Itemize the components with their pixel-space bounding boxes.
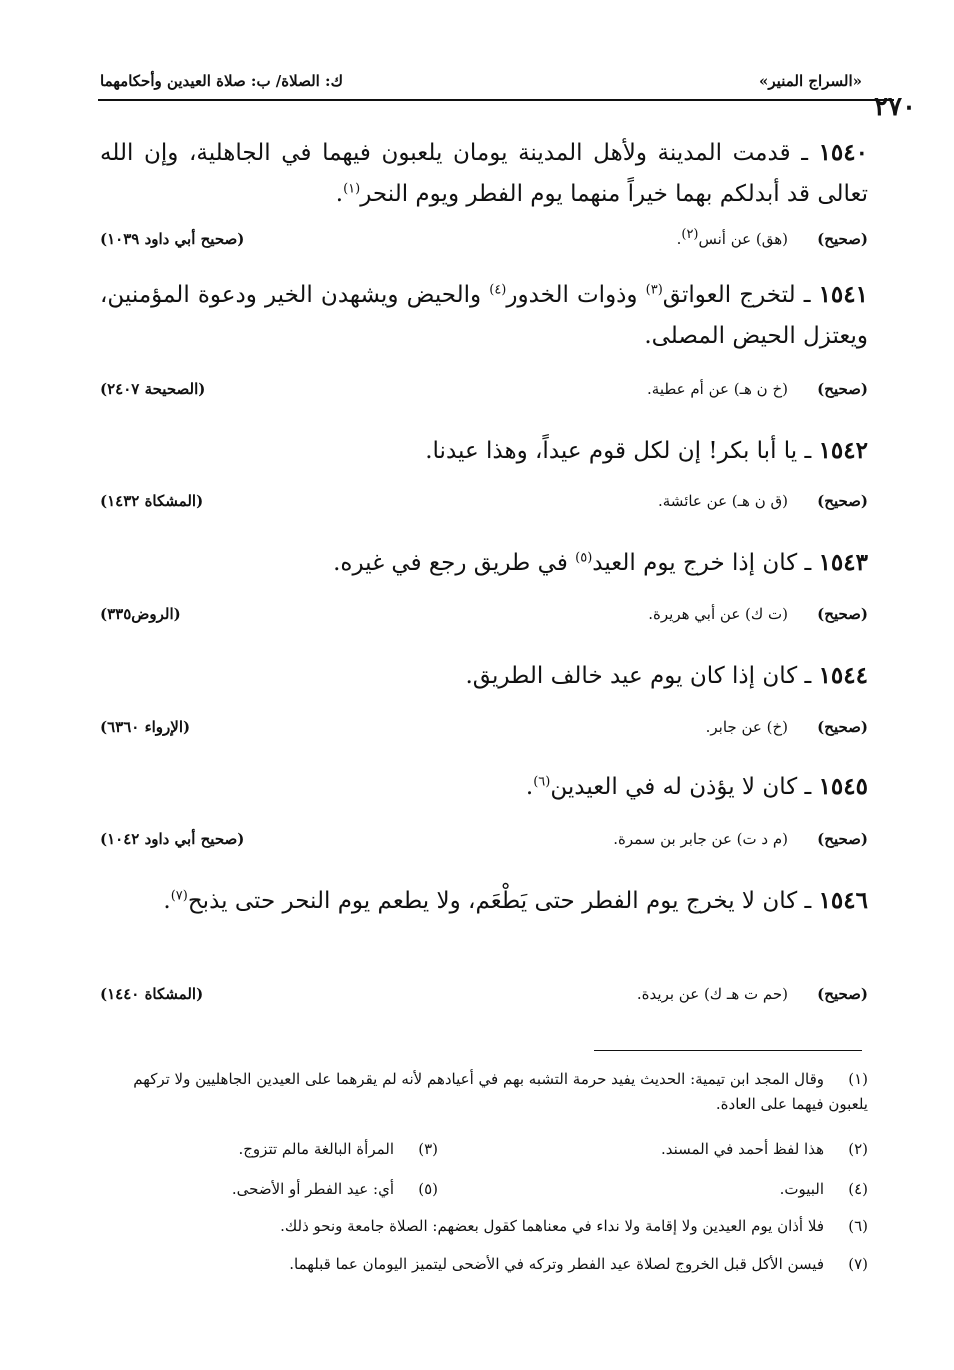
grade-label: (صحيح) — [817, 230, 868, 248]
hadith-1546 — [100, 880, 868, 922]
grade-label: (صحيح) — [817, 492, 868, 510]
footnote-5 — [232, 1180, 438, 1198]
grade-label: (صحيح) — [817, 605, 868, 623]
hadith-body: والحيض ويشهدن الخير ودعوة المؤمنين، ويعتزل الحيض المصلى. — [100, 282, 868, 349]
hadith-text — [100, 430, 868, 472]
hadith-number: ١٥٤٤ — [818, 662, 868, 689]
hadith-source-1542 — [100, 492, 868, 516]
hadith-source-1540 — [100, 227, 868, 254]
page-number: ٢٧٠ — [874, 92, 916, 122]
hadith-dash: ـ — [804, 888, 812, 914]
footnote-number: (٦) — [848, 1217, 868, 1235]
hadith-number: ١٥٤٢ — [818, 437, 868, 464]
footnote-number: (٢) — [848, 1140, 868, 1158]
narrator: (خ ن هـ) عن أم عطية. — [647, 380, 788, 398]
hadith-text — [100, 132, 868, 215]
footnote-text: المرأة البالغة مالم تتزوج. — [238, 1140, 394, 1158]
hadith-text — [100, 880, 868, 922]
hadith-source-1543 — [100, 605, 868, 629]
footnote-6 — [98, 1214, 868, 1239]
grade-label: (صحيح) — [817, 830, 868, 848]
footnote-rule — [594, 1050, 862, 1051]
narrator: (خ) عن جابر. — [705, 718, 788, 736]
hadith-text — [100, 542, 868, 584]
hadith-source-1545 — [100, 830, 868, 854]
hadith-body: يا أبا بكر! إن لكل قوم عيداً، وهذا عيدنا. — [425, 438, 798, 464]
footnote-number: (٤) — [848, 1180, 868, 1198]
hadith-number: ١٥٤٣ — [818, 549, 868, 576]
hadith-number: ١٥٤١ — [818, 281, 868, 308]
footnote-marker: (١) — [343, 181, 361, 197]
hadith-body: كان لا يخرج يوم الفطر حتى يَطْعَم، ولا يطعم يوم النحر حتى يذبح — [187, 888, 798, 914]
hadith-text — [100, 655, 868, 697]
chapter-heading: ك: الصلاة/ ب: صلاة العيدين وأحكامهما — [100, 72, 343, 90]
hadith-body: كان إذا كان يوم عيد خالف الطريق. — [465, 663, 798, 689]
footnote-text: أي: عيد الفطر أو الأضحى. — [231, 1180, 394, 1198]
hadith-body: وذوات الخدور — [506, 282, 646, 308]
footnote-text: البيوت. — [779, 1180, 824, 1198]
footnote-text: وقال المجد ابن تيمية: الحديث يفيد حرمة التشبه بهم في أعيادهم لأنه لم يقرهما على العيدين الجاهليين ولا تركهم يلعبون فيهما على العادة. — [133, 1070, 868, 1113]
hadith-body: قدمت المدينة ولأهل المدينة يومان يلعبون فيهما في الجاهلية، وإن الله تعالى قد أبدلكم بهما خيراً منهما يوم الفطر ويوم النحر — [100, 140, 868, 207]
reference: (الصحيحة ٢٤٠٧) — [100, 380, 206, 398]
footnote-text: هذا لفظ أحمد في المسند. — [660, 1140, 824, 1158]
narrator — [676, 227, 788, 248]
hadith-source-1541 — [100, 380, 868, 404]
footnote-row-2-3 — [98, 1140, 868, 1166]
footnote-text: فيسن الأكل قبل الخروج لصلاة عيد الفطر وتركه في الأضحى ليتميز اليومان عما قبلهما. — [289, 1255, 824, 1273]
reference: (صحيح أبي داود ١٠٤٢) — [100, 830, 245, 848]
hadith-number: ١٥٤٦ — [818, 887, 868, 914]
footnote-1 — [98, 1067, 868, 1117]
footnote-4 — [780, 1180, 868, 1198]
header-rule — [98, 99, 894, 101]
hadith-text — [100, 274, 868, 357]
hadith-dash: ـ — [801, 140, 808, 166]
hadith-dash: ـ — [804, 438, 812, 464]
footnote-marker: (٣) — [645, 282, 663, 298]
footnote-3 — [238, 1140, 438, 1158]
hadith-body: . — [163, 888, 171, 914]
hadith-body: كان لا يؤذن له في العيدين — [550, 774, 798, 800]
footnote-number: (٣) — [418, 1140, 438, 1158]
footnote-7 — [98, 1252, 868, 1277]
hadith-end: . — [335, 181, 344, 207]
hadith-source-1546 — [100, 985, 868, 1009]
grade-label: (صحيح) — [817, 380, 868, 398]
hadith-body: في طريق رجع في غيره. — [333, 550, 576, 576]
footnote-marker: (٥) — [575, 550, 593, 566]
narrator: (م د ت) عن جابر بن سمرة. — [613, 830, 788, 848]
narrator: (حم ت هـ ك) عن بريدة. — [636, 985, 788, 1003]
hadith-dash: ـ — [803, 282, 811, 308]
hadith-body: لتخرج العواتق — [662, 282, 796, 308]
grade-label: (صحيح) — [817, 985, 868, 1003]
hadith-1541 — [100, 274, 868, 357]
hadith-text — [100, 766, 868, 808]
footnote-marker: (٢) — [681, 227, 699, 242]
hadith-1540 — [100, 132, 868, 215]
narrator: (ت ك) عن أبي هريرة. — [648, 605, 788, 623]
footnote-number: (٧) — [848, 1255, 868, 1273]
reference: (المشكاة ١٤٤٠) — [100, 985, 204, 1003]
footnote-text: فلا أذان يوم العيدين ولا إقامة ولا نداء في معناهما كقول بعضهم: الصلاة جامعة ونحو ذلك. — [280, 1217, 824, 1235]
reference: (صحيح أبي داود ١٠٣٩) — [100, 230, 245, 248]
hadith-1542 — [100, 430, 868, 472]
reference: (الروض٣٣٥) — [100, 605, 181, 623]
hadith-body: . — [525, 774, 534, 800]
narrator-end: . — [676, 230, 682, 248]
hadith-number: ١٥٤٠ — [818, 139, 868, 166]
hadith-dash: ـ — [804, 550, 812, 576]
reference: (المشكاة ١٤٣٢) — [100, 492, 204, 510]
footnote-row-4-5 — [98, 1180, 868, 1206]
hadith-number: ١٥٤٥ — [818, 773, 868, 800]
book-title: «السراج المنير» — [759, 72, 862, 90]
footnote-number: (١) — [848, 1070, 868, 1088]
grade-label: (صحيح) — [817, 718, 868, 736]
hadith-body: كان إذا خرج يوم العيد — [592, 550, 798, 576]
hadith-1545 — [100, 766, 868, 808]
narrator-text: (هق) عن أنس — [698, 230, 788, 248]
footnote-number: (٥) — [418, 1180, 438, 1198]
reference: (الإرواء ٦٣٦٠) — [100, 718, 191, 736]
hadith-dash: ـ — [804, 774, 812, 800]
footnote-2 — [661, 1140, 868, 1158]
hadith-1543 — [100, 542, 868, 584]
narrator: (ق ن هـ) عن عائشة. — [658, 492, 788, 510]
footnote-marker: (٦) — [533, 774, 551, 790]
hadith-1544 — [100, 655, 868, 697]
hadith-dash: ـ — [804, 663, 812, 689]
hadith-source-1544 — [100, 718, 868, 742]
footnote-marker: (٤) — [489, 282, 507, 298]
footnote-marker: (٧) — [170, 888, 188, 904]
